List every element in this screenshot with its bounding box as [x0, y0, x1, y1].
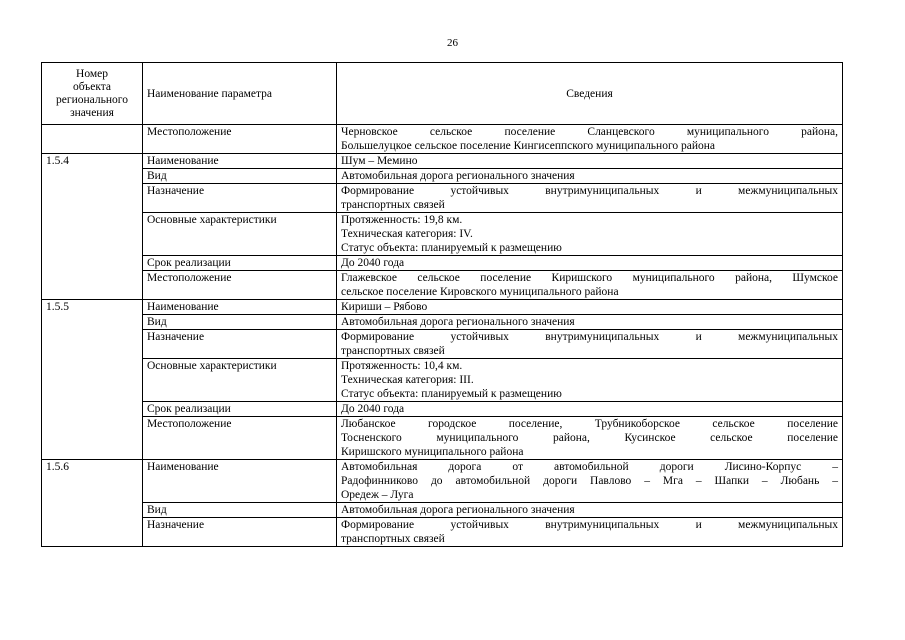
table-row	[42, 169, 843, 184]
value-line: Статус объекта: планируемый к размещению	[341, 242, 562, 254]
value-cell	[337, 169, 843, 184]
table-row	[42, 213, 843, 256]
table-row	[42, 460, 843, 503]
parameter-cell: Срок реализации	[143, 256, 337, 271]
value-line: Большелуцкое сельское поселение Кингисеппского муниципального района	[341, 140, 716, 152]
value-line: Киришского муниципального района	[341, 446, 524, 458]
value-line: Тосненского муниципального района, Кусинское сельское поселение	[341, 432, 838, 444]
value-cell	[337, 359, 843, 402]
header-object-number	[42, 63, 143, 125]
value-line: Автомобильная дорога регионального значения	[341, 316, 575, 328]
parameter-cell: Вид	[143, 315, 337, 330]
value-cell	[337, 213, 843, 256]
value-line: До 2040 года	[341, 403, 405, 415]
table-row	[42, 154, 843, 169]
parameter-cell: Срок реализации	[143, 402, 337, 417]
value-line: Любанское городское поселение, Трубникоборское сельское поселение	[341, 418, 838, 430]
table-row	[42, 315, 843, 330]
value-cell	[337, 330, 843, 359]
value-line: Статус объекта: планируемый к размещению	[341, 388, 562, 400]
table-row	[42, 402, 843, 417]
header-number-line: значения	[70, 106, 114, 119]
value-cell	[337, 300, 843, 315]
header-number-line: регионального	[56, 93, 128, 106]
header-number-line: объекта	[72, 80, 112, 93]
table-row	[42, 256, 843, 271]
value-cell	[337, 402, 843, 417]
header-parameter-name: Наименование параметра	[143, 63, 337, 125]
table-row	[42, 417, 843, 460]
object-number-cell: 1.5.4	[42, 154, 143, 300]
object-number-cell: 1.5.5	[42, 300, 143, 460]
value-line: Шум – Мемино	[341, 155, 418, 167]
value-line: Техническая категория: IV.	[341, 228, 473, 240]
parameter-cell: Назначение	[143, 330, 337, 359]
parameter-cell: Основные характеристики	[143, 359, 337, 402]
table-row	[42, 330, 843, 359]
value-line: Автомобильная дорога регионального значения	[341, 504, 575, 516]
value-line: Кириши – Рябово	[341, 301, 428, 313]
value-cell	[337, 518, 843, 547]
table-row	[42, 518, 843, 547]
object-number-cell	[42, 125, 143, 154]
value-line: Радофинниково до автомобильной дороги Павлово – Мга – Шапки – Любань –	[341, 475, 838, 487]
table-body	[42, 125, 843, 547]
value-line: Формирование устойчивых внутримуниципальных и межмуниципальных	[341, 331, 838, 343]
parameter-cell: Вид	[143, 169, 337, 184]
value-line: Автомобильная дорога от автомобильной дороги Лисино-Корпус –	[341, 461, 838, 473]
table-row	[42, 184, 843, 213]
value-cell	[337, 154, 843, 169]
value-line: Автомобильная дорога регионального значения	[341, 170, 575, 182]
parameter-cell: Наименование	[143, 460, 337, 503]
table-row	[42, 271, 843, 300]
parameter-cell: Вид	[143, 503, 337, 518]
value-cell	[337, 271, 843, 300]
page-number: 26	[447, 37, 458, 49]
value-line: Черновское сельское поселение Сланцевского муниципального района,	[341, 126, 838, 138]
table-row	[42, 125, 843, 154]
value-cell	[337, 503, 843, 518]
value-line: транспортных связей	[341, 533, 445, 545]
parameters-table	[41, 62, 843, 547]
value-cell	[337, 315, 843, 330]
parameter-cell: Назначение	[143, 184, 337, 213]
parameter-cell: Местоположение	[143, 271, 337, 300]
value-line: Оредеж – Луга	[341, 489, 414, 501]
value-line: Глажевское сельское поселение Киришского муниципального района, Шумское	[341, 272, 838, 284]
parameter-cell: Назначение	[143, 518, 337, 547]
value-line: Формирование устойчивых внутримуниципальных и межмуниципальных	[341, 519, 838, 531]
table-row	[42, 503, 843, 518]
value-cell	[337, 125, 843, 154]
value-cell	[337, 417, 843, 460]
value-cell	[337, 184, 843, 213]
value-line: транспортных связей	[341, 199, 445, 211]
value-cell	[337, 256, 843, 271]
value-line: Формирование устойчивых внутримуниципальных и межмуниципальных	[341, 185, 838, 197]
parameter-cell: Местоположение	[143, 125, 337, 154]
value-line: До 2040 года	[341, 257, 405, 269]
value-line: транспортных связей	[341, 345, 445, 357]
header-info: Сведения	[337, 63, 843, 125]
object-number-cell: 1.5.6	[42, 460, 143, 547]
parameter-cell: Наименование	[143, 154, 337, 169]
value-line: Протяженность: 10,4 км.	[341, 360, 463, 372]
value-line: Техническая категория: III.	[341, 374, 474, 386]
value-cell	[337, 460, 843, 503]
table-row	[42, 300, 843, 315]
parameter-cell: Наименование	[143, 300, 337, 315]
header-number-line: Номер	[76, 67, 108, 80]
value-line: сельское поселение Кировского муниципального района	[341, 286, 619, 298]
table-header-row	[42, 63, 843, 125]
parameter-cell: Основные характеристики	[143, 213, 337, 256]
parameter-cell: Местоположение	[143, 417, 337, 460]
table-row	[42, 359, 843, 402]
value-line: Протяженность: 19,8 км.	[341, 214, 463, 226]
